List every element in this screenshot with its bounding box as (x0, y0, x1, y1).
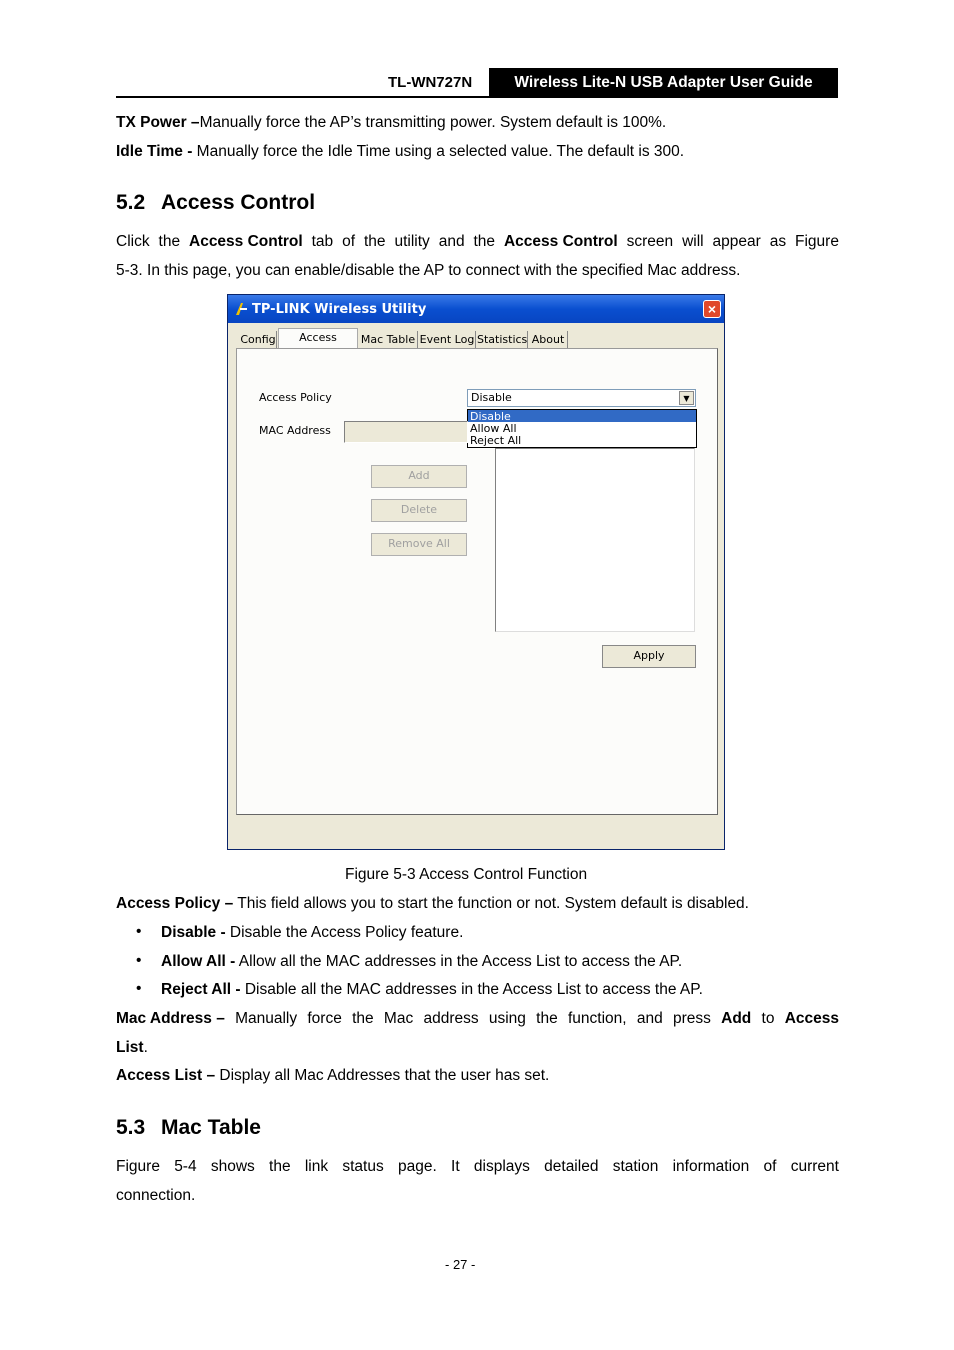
word: Figure (795, 233, 839, 250)
word: station (612, 1158, 659, 1175)
header-guide-title: Wireless Lite-N USB Adapter User Guide (489, 68, 838, 97)
tab-statistics[interactable]: Statistics (477, 333, 528, 346)
bold-term: Mac Address – (116, 1010, 225, 1027)
bullet-text: Disable the Access Policy feature. (225, 924, 464, 941)
mac-address-label: MAC Address (259, 424, 331, 437)
bullet-reject-all (136, 980, 703, 1000)
tx-power-text: Manually force the AP’s transmitting power. System default is 100%. (199, 114, 667, 131)
word: Figure (116, 1158, 160, 1175)
tab-access-control[interactable]: Access (278, 328, 358, 349)
remove-all-button[interactable]: Remove All (371, 533, 467, 556)
header-rule (116, 96, 838, 98)
bold-term: Add (721, 1010, 752, 1027)
word: page. (397, 1158, 437, 1175)
bullet-text: Disable all the MAC addresses in the Access List to access the AP. (240, 981, 703, 998)
bold-term: Access (784, 1010, 839, 1027)
word: information (672, 1158, 750, 1175)
section-title: Mac Table (161, 1116, 261, 1139)
access-policy-select[interactable] (467, 389, 696, 407)
access-list-description (116, 1066, 549, 1086)
access-policy-dropdown-list (467, 409, 697, 448)
word: press (672, 1010, 711, 1027)
access-list-term: Access List – (116, 1067, 216, 1084)
dropdown-option-reject-all[interactable]: Reject All (470, 434, 522, 447)
access-control-para-line2: 5-3. In this page, you can enable/disable the AP to connect with the specified Mac address. (116, 262, 741, 279)
word: screen (626, 233, 674, 250)
bold-term: Access Control (503, 233, 618, 250)
tab-mac-table[interactable]: Mac Table (359, 331, 418, 348)
access-policy-term: Access Policy – (116, 895, 234, 912)
word: Manually (235, 1010, 298, 1027)
bullet-allow-all (136, 952, 683, 972)
word: and (636, 1010, 663, 1027)
bullet-dot-icon: • (136, 980, 142, 997)
word: as (769, 233, 787, 250)
wireless-utility-window (227, 294, 725, 850)
word: the (269, 1158, 291, 1175)
access-list-text: Display all Mac Addresses that the user has set. (215, 1067, 550, 1084)
section-number: 5.3 (116, 1116, 146, 1139)
word: address (423, 1010, 479, 1027)
bullet-text: Allow all the MAC addresses in the Access List to access the AP. (235, 953, 683, 970)
word: . (143, 1039, 148, 1056)
access-policy-text: This field allows you to start the function or not. System default is disabled. (233, 895, 749, 912)
word: link (304, 1158, 329, 1175)
mac-table-para-line1 (116, 1157, 839, 1177)
word: tab (311, 233, 334, 250)
bullet-disable (136, 923, 464, 943)
word: shows (210, 1158, 255, 1175)
header-model: TL-WN727N (388, 74, 473, 91)
mac-address-description-line2 (116, 1038, 148, 1058)
delete-button[interactable]: Delete (371, 499, 467, 522)
bold-term: Access Control (189, 233, 303, 250)
bold-term: List (116, 1039, 144, 1056)
tab-about[interactable]: About (529, 331, 568, 348)
page-number: - 27 - (445, 1257, 476, 1272)
apply-button[interactable]: Apply (602, 645, 696, 668)
mac-address-description-line1 (116, 1009, 839, 1029)
word: the (363, 233, 386, 250)
dropdown-option-allow-all[interactable]: Allow All (470, 422, 517, 435)
word: and (438, 233, 465, 250)
word: force (307, 1010, 342, 1027)
dropdown-option-disable[interactable]: Disable (468, 410, 696, 422)
word: Click (116, 233, 150, 250)
access-control-para-line1 (116, 232, 839, 252)
word: utility (394, 233, 430, 250)
access-policy-value: Disable (471, 391, 512, 404)
access-policy-description (116, 894, 749, 914)
bullet-label: Allow All - (161, 953, 236, 970)
section-number: 5.2 (116, 191, 146, 214)
tab-config[interactable]: Config (240, 333, 276, 346)
word: the (473, 233, 496, 250)
word: It (451, 1158, 460, 1175)
bullet-label: Disable - (161, 924, 226, 941)
bullet-label: Reject All - (161, 981, 241, 998)
tx-power-label: TX Power – (116, 114, 200, 131)
word: the (158, 233, 181, 250)
section-heading-access-control (116, 191, 315, 215)
word: the (536, 1010, 558, 1027)
bullet-dot-icon: • (136, 923, 142, 940)
window-titlebar[interactable] (228, 295, 724, 323)
word: status (342, 1158, 384, 1175)
idle-time-label: Idle Time - (116, 143, 193, 160)
close-icon[interactable]: × (703, 300, 721, 318)
word: using (488, 1010, 526, 1027)
word: function, (567, 1010, 627, 1027)
word: detailed (544, 1158, 599, 1175)
word: the (352, 1010, 374, 1027)
mac-address-input[interactable] (344, 421, 468, 443)
idle-time-paragraph (116, 142, 684, 162)
word: current (790, 1158, 839, 1175)
word: will (682, 233, 704, 250)
tp-link-logo-icon (234, 302, 248, 316)
chevron-down-icon[interactable]: ▼ (679, 391, 694, 405)
word: displays (473, 1158, 530, 1175)
access-list-box[interactable] (495, 448, 695, 632)
word: to (761, 1010, 775, 1027)
section-title: Access Control (161, 191, 316, 214)
word: Mac (383, 1010, 414, 1027)
idle-time-text: Manually force the Idle Time using a selected value. The default is 300. (192, 143, 685, 160)
tx-power-paragraph (116, 113, 666, 133)
word: appear (712, 233, 761, 250)
add-button[interactable]: Add (371, 465, 467, 488)
mac-table-para-line2: connection. (116, 1187, 196, 1204)
section-heading-mac-table (116, 1116, 261, 1140)
bullet-dot-icon: • (136, 952, 142, 969)
tab-event-log[interactable]: Event Log (419, 333, 475, 346)
figure-caption: Figure 5-3 Access Control Function (345, 866, 588, 883)
access-policy-label: Access Policy (259, 391, 332, 404)
word: of (763, 1158, 777, 1175)
word: 5-4 (174, 1158, 197, 1175)
window-title: TP-LINK Wireless Utility (252, 302, 427, 317)
word: of (342, 233, 356, 250)
